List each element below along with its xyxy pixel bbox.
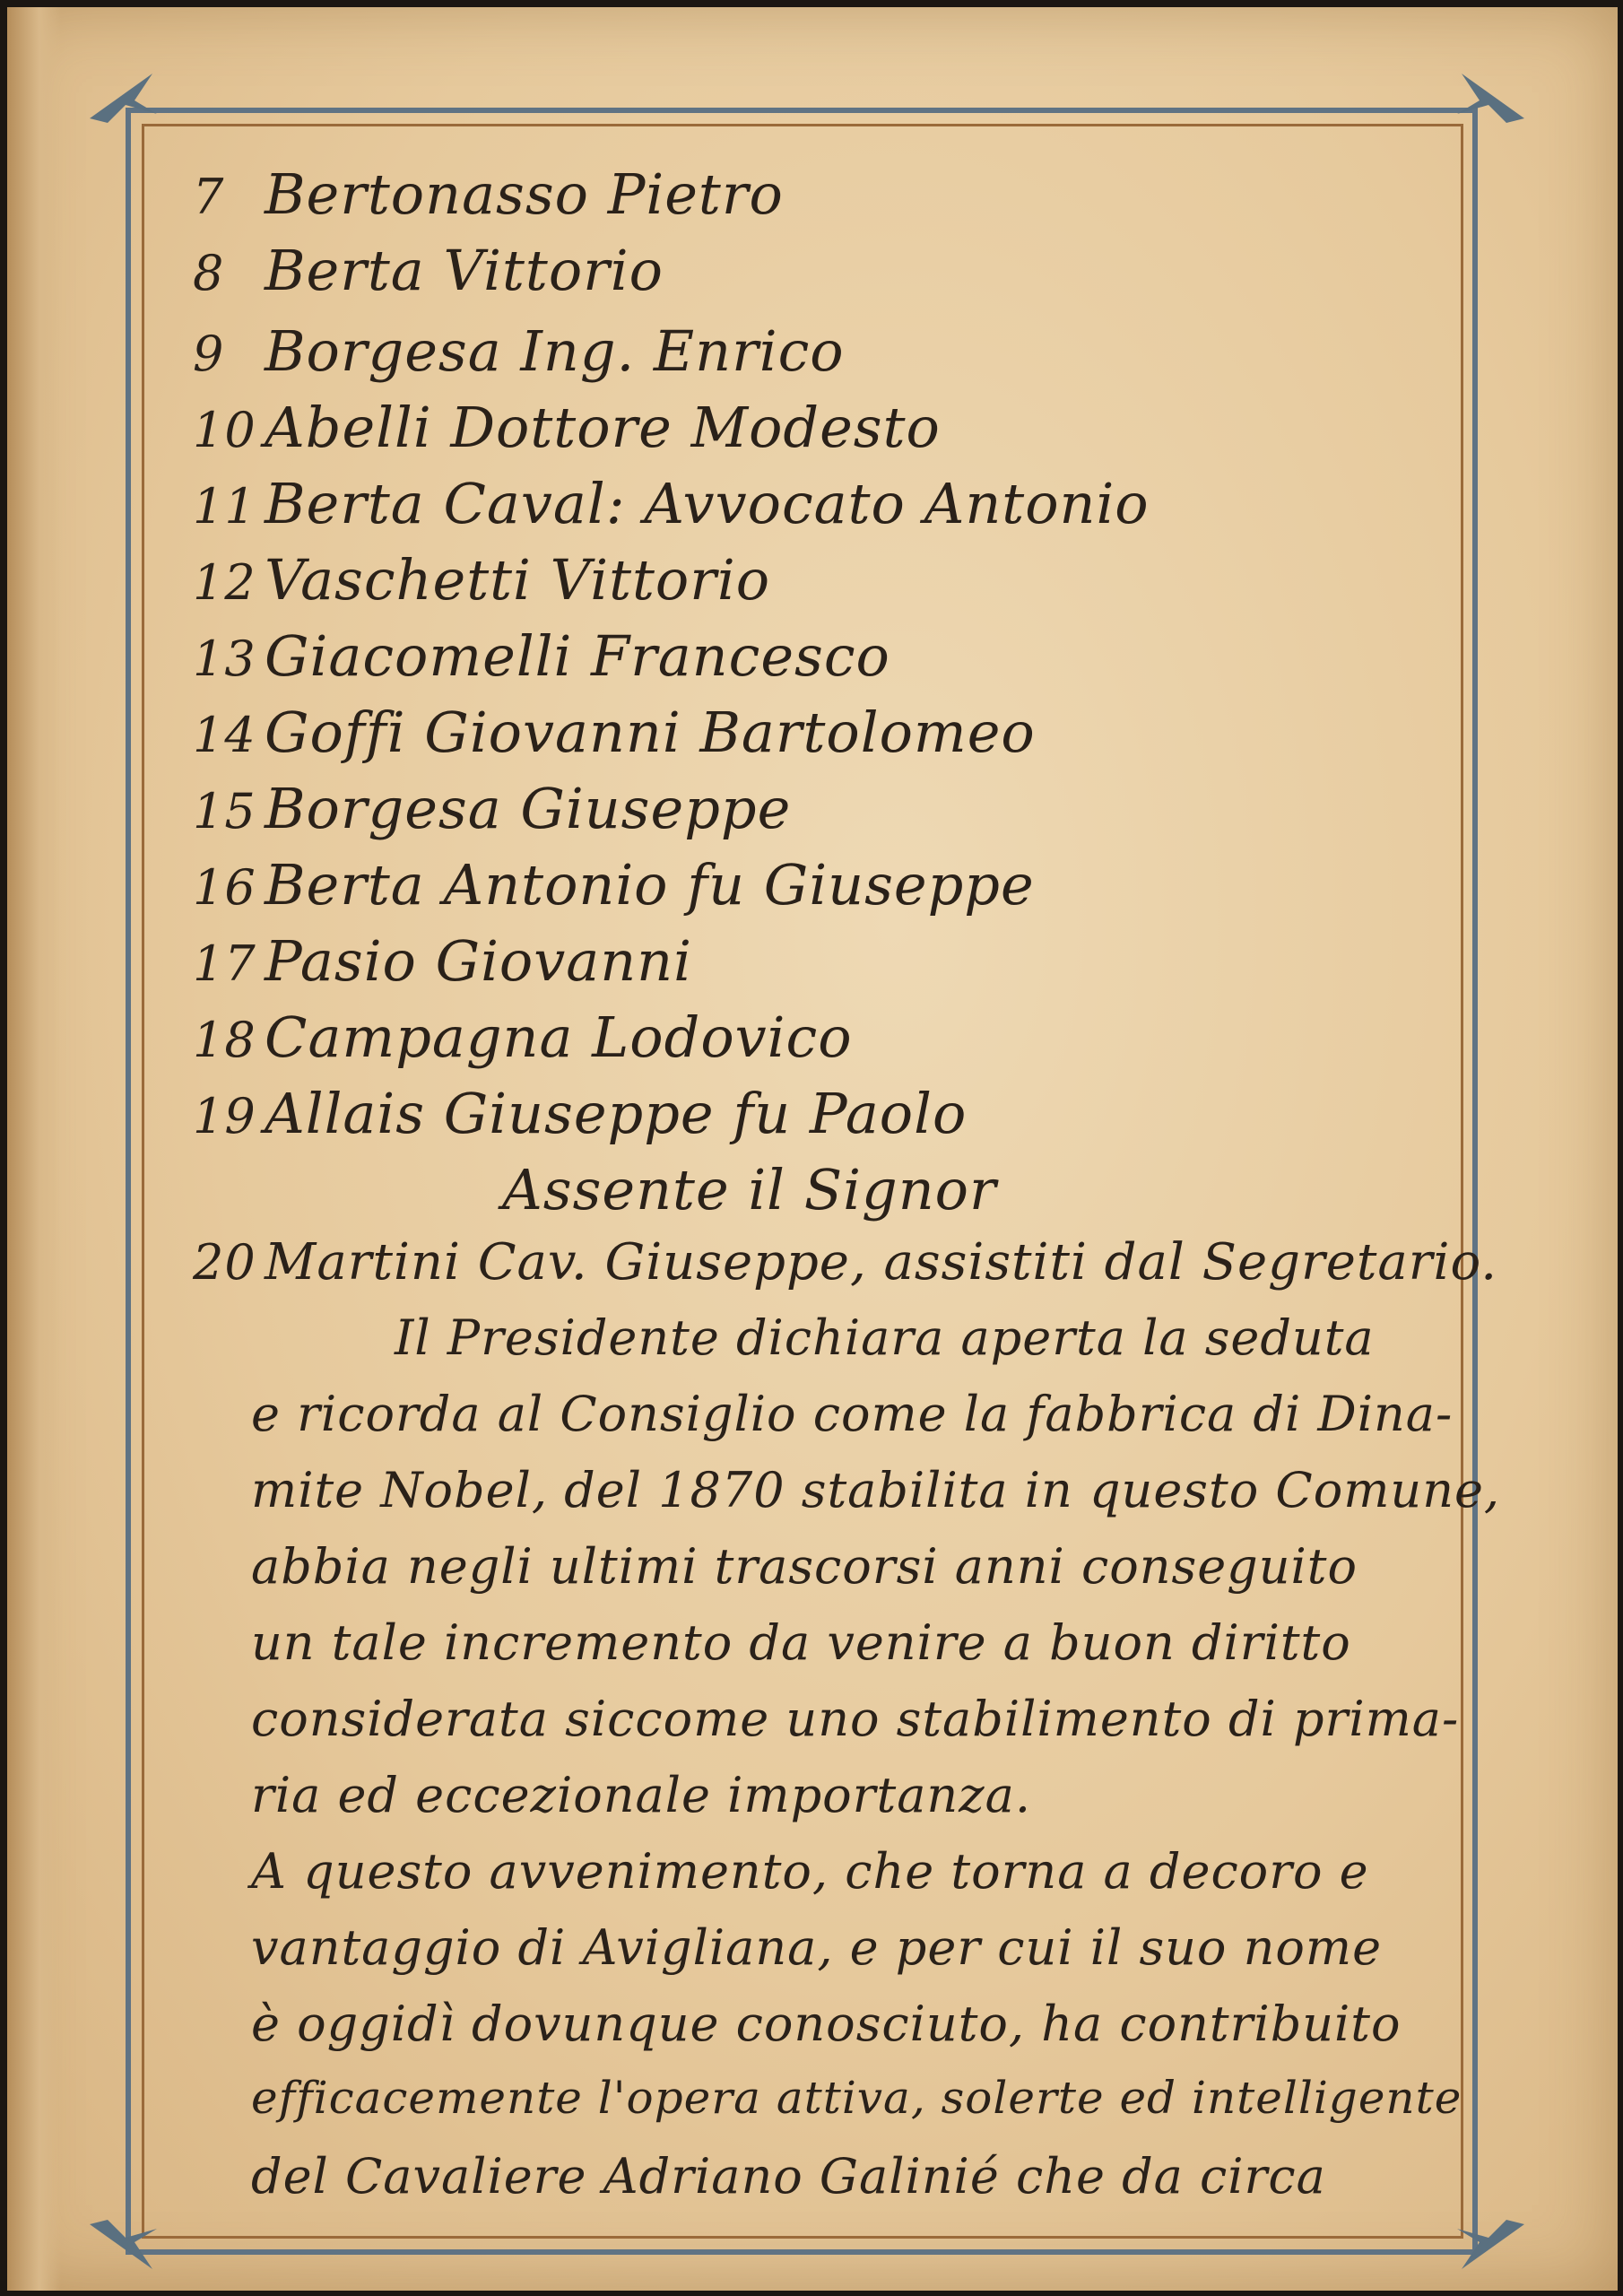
prose-line: un tale incremento da venire a buon diritto [251,1614,1351,1671]
entry-name: Vaschetti Vittorio [265,547,771,613]
prose-line: mite Nobel, del 1870 stabilita in questo Comune, [251,1462,1501,1518]
entry-number: 8 [193,245,225,301]
entry-name: Goffi Giovanni Bartolomeo [265,700,1036,765]
attendee-entry [193,1081,967,1146]
prose-line: e ricorda al Consiglio come la fabbrica di Dina- [251,1386,1454,1442]
prose-line: considerata siccome uno stabilimento di prima- [251,1691,1460,1747]
entry-name: Berta Caval: Avvocato Antonio [265,471,1150,536]
entry-name: Abelli Dottore Modesto [265,395,941,460]
attendee-entry [193,928,692,994]
entry-number: 14 [193,707,256,763]
entry-number: 13 [193,631,256,687]
entry-name: Bertonasso Pietro [265,161,784,227]
entry-number: 18 [193,1012,256,1068]
attendee-entry [193,852,1035,918]
entry-number: 15 [193,783,256,839]
entry-name: Borgesa Ing. Enrico [265,318,845,384]
prose-line: abbia negli ultimi trascorsi anni conseguito [251,1538,1358,1595]
attendee-entry [193,318,845,384]
entry-name: Pasio Giovanni [265,928,692,994]
attendee-entry [193,238,664,303]
entry-number: 9 [193,326,225,382]
entry-name: Giacomelli Francesco [265,623,890,689]
attendee-entry [193,776,791,841]
entry-number: 11 [193,478,256,535]
entry-name: Berta Antonio fu Giuseppe [265,852,1035,918]
attendee-entry [193,395,941,460]
attendee-entry [193,471,1150,536]
entry-number: 16 [193,859,256,916]
attendee-entry [193,1004,853,1070]
entry-number: 19 [193,1088,256,1144]
entry-name: Campagna Lodovico [265,1004,853,1070]
prose-line: del Cavaliere Adriano Galinié che da circa [251,2148,1326,2205]
entry-name: Berta Vittorio [265,238,664,303]
entry-number: 12 [193,554,256,611]
prose-line: efficacemente l'opera attiva, solerte ed intelligente [251,2072,1462,2124]
absent-heading: Assente il Signor [502,1157,997,1222]
entry-number: 7 [193,169,225,225]
attendee-entry [193,1233,1497,1292]
attendee-entry [193,700,1036,765]
prose-line: ria ed eccezionale importanza. [251,1767,1031,1823]
attendee-entry [193,547,770,613]
entry-name: Borgesa Giuseppe [265,776,792,841]
entry-name: Martini Cav. Giuseppe, assistiti dal Segretario. [265,1233,1497,1292]
attendee-entry [193,161,784,227]
entry-number: 10 [193,402,256,458]
entry-name: Allais Giuseppe fu Paolo [265,1081,968,1146]
entry-number: 20 [193,1234,256,1291]
prose-line: vantaggio di Avigliana, e per cui il suo nome [251,1919,1383,1976]
attendee-entry [193,623,890,689]
entry-number: 17 [193,935,256,992]
prose-line: è oggidì dovunque conosciuto, ha contribuito [251,1996,1402,2052]
prose-line: A questo avvenimento, che torna a decoro e [251,1843,1369,1900]
prose-line: Il Presidente dichiara aperta la seduta [395,1309,1375,1366]
